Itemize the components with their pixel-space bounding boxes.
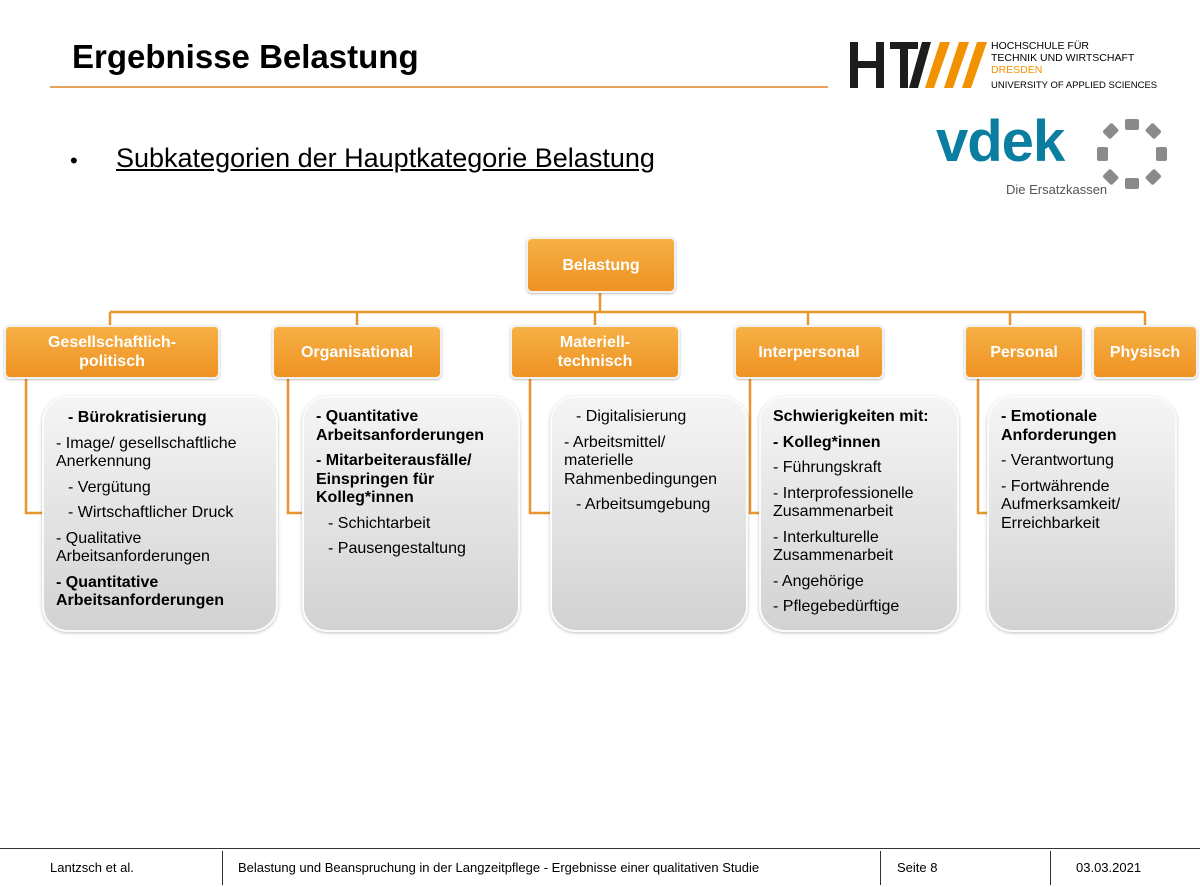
list-item: - Arbeitsmittel/ materielle Rahmenbedingungen — [564, 433, 718, 488]
list-item: - Angehörige — [773, 572, 864, 590]
htw-line-2: TECHNIK UND WIRTSCHAFT — [991, 52, 1135, 64]
list-item: - Quantitative Arbeitsanforderungen — [316, 408, 485, 444]
category-interpersonal: Interpersonal — [734, 325, 884, 379]
list-item: - Schichtarbeit — [328, 514, 431, 532]
slide-footer — [0, 848, 1200, 887]
list-item: - Interprofessionelle Zusammenarbeit — [773, 484, 914, 520]
list-item: - Arbeitsumgebung — [576, 496, 711, 513]
list-item: - Verantwortung — [1001, 452, 1114, 469]
detail-box-personal — [987, 396, 1177, 632]
footer-divider — [222, 851, 223, 885]
list-item: - Kolleg*innen — [773, 433, 881, 451]
category-gesellschaftlich-politisch: Gesellschaftlich- politisch — [4, 325, 220, 379]
detail-box-materiell — [550, 396, 748, 632]
detail-box-gesellschaftlich — [42, 396, 278, 632]
footer-page-number: Seite 8 — [897, 860, 938, 875]
bullet-dot: • — [70, 148, 78, 173]
vdek-tagline: Die Ersatzkassen — [1006, 182, 1108, 197]
detail-box-interpersonal — [759, 396, 959, 632]
list-item: - Pausengestaltung — [328, 540, 466, 557]
list-item: - Interkulturelle Zusammenarbeit — [773, 528, 894, 564]
detail-box-organisational — [302, 396, 520, 632]
footer-study-title: Belastung und Beanspruchung in der Langzeitpflege - Ergebnisse einer qualitativen Studie — [238, 860, 760, 875]
list-item: - Qualitative Arbeitsanforderungen — [56, 529, 210, 565]
category-physisch: Physisch — [1092, 325, 1198, 379]
list-item: - Vergütung — [68, 478, 151, 496]
list-item: - Bürokratisierung — [68, 409, 207, 426]
list-item: - Fortwährende Aufmerksamkeit/ Erreichbarkeit — [1001, 477, 1121, 532]
list-item: - Image/ gesellschaftliche Anerkennung — [56, 434, 237, 470]
htw-line-4: UNIVERSITY OF APPLIED SCIENCES — [991, 80, 1158, 91]
list-item: - Mitarbeiterausfälle/ Einspringen für Kolleg*innen — [316, 452, 472, 506]
list-item: - Digitalisierung — [576, 408, 687, 425]
footer-divider — [880, 851, 881, 885]
list-item: - Wirtschaftlicher Druck — [68, 504, 234, 521]
list-item: - Quantitative Arbeitsanforderungen — [56, 573, 225, 609]
category-personal: Personal — [964, 325, 1084, 379]
footer-date: 03.03.2021 — [1076, 860, 1142, 875]
list-item: Schwierigkeiten mit: — [773, 408, 929, 425]
list-item: - Pflegebedürftige — [773, 598, 900, 615]
root-node-belastung: Belastung — [526, 237, 676, 293]
list-item: - Emotionale Anforderungen — [1001, 408, 1117, 444]
category-organisational: Organisational — [272, 325, 442, 379]
slide-title: Ergebnisse Belastung — [72, 38, 419, 75]
vdek-wordmark: vdek — [936, 109, 1065, 174]
bullet-heading: Subkategorien der Hauptkategorie Belastung — [116, 143, 655, 173]
htw-line-1: HOCHSCHULE FÜR — [991, 40, 1090, 52]
htw-line-3: DRESDEN — [991, 64, 1043, 76]
footer-divider — [1050, 851, 1051, 885]
footer-authors: Lantzsch et al. — [50, 860, 134, 875]
category-materiell-technisch: Materiell- technisch — [510, 325, 680, 379]
list-item: - Führungskraft — [773, 459, 882, 476]
